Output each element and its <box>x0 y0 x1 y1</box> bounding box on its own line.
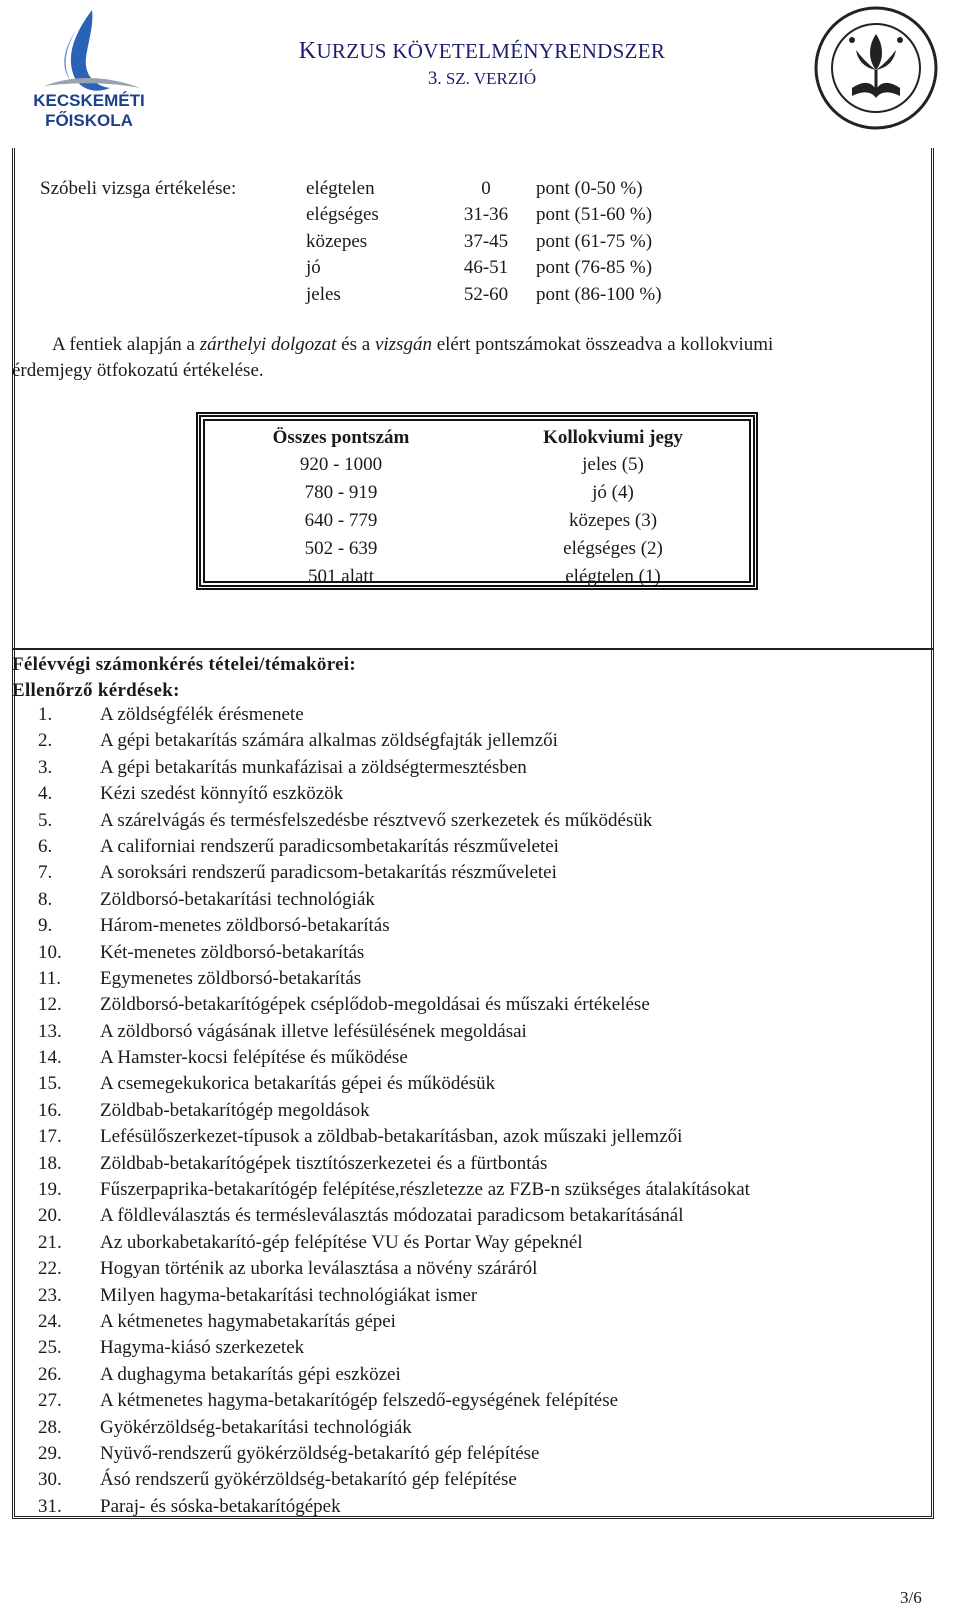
list-item <box>38 1019 918 1045</box>
list-item <box>38 1124 918 1150</box>
grade-name: jó <box>306 257 321 279</box>
table-cell-points: 501 alatt <box>308 566 374 587</box>
list-item-text: Zöldborsó-betakarítógépek cséplődob-megoldásai és műszaki értékelése <box>100 994 650 1016</box>
list-item-number: 9. <box>38 915 53 937</box>
list-item-text: A kétmenetes hagyma-betakarítógép felszedő-egységének felépítése <box>100 1390 619 1412</box>
list-item-text: Hagyma-kiásó szerkezetek <box>100 1337 305 1359</box>
list-item-text: Zöldbab-betakarítógép megoldások <box>100 1099 370 1121</box>
version-rest: . SZ. VERZIÓ <box>437 69 537 88</box>
list-item-text: Két-menetes zöldborsó-betakarítás <box>100 941 365 963</box>
list-item-number: 4. <box>38 783 53 805</box>
page-header <box>0 0 960 140</box>
list-item-number: 30. <box>38 1469 62 1491</box>
list-item-text: A soroksári rendszerű paradicsom-betakarítás részműveletei <box>100 862 557 884</box>
list-item-text: A zöldborsó vágásának illetve lefésülésének megoldásai <box>100 1020 527 1042</box>
list-item <box>38 1494 918 1520</box>
paragraph-line-2: érdemjegy ötfokozatú értékelése. <box>12 360 264 381</box>
list-item <box>38 781 918 807</box>
header-colloquium-grade: Kollokviumi jegy <box>543 427 683 448</box>
list-item-number: 27. <box>38 1390 62 1412</box>
list-item-number: 7. <box>38 862 53 884</box>
list-item-number: 13. <box>38 1020 62 1042</box>
list-item <box>38 1177 918 1203</box>
list-item <box>38 1071 918 1097</box>
list-item <box>38 1256 918 1282</box>
list-item-text: Paraj- és sóska-betakarítógépek <box>100 1495 341 1517</box>
list-item-text: Egymenetes zöldborsó-betakarítás <box>100 967 362 989</box>
list-item <box>38 1441 918 1467</box>
score-table <box>196 412 758 590</box>
list-item <box>38 887 918 913</box>
table-row <box>205 507 749 535</box>
list-item-number: 29. <box>38 1442 62 1464</box>
list-item <box>38 1362 918 1388</box>
table-cell-grade: elégtelen (1) <box>565 566 661 587</box>
topics-subheading: Ellenőrző kérdések: <box>12 680 180 701</box>
list-item-text: Gyökérzöldség-betakarítási technológiák <box>100 1416 412 1438</box>
topics-heading: Félévvégi számonkérés tételei/témakörei: <box>12 654 357 675</box>
oral-exam-label: Szóbeli vizsga értékelése: <box>40 178 237 199</box>
list-item-number: 8. <box>38 888 53 910</box>
table-cell-points: 780 - 919 <box>304 482 378 503</box>
list-item-number: 19. <box>38 1179 62 1201</box>
version-number: 3 <box>427 68 438 89</box>
list-item-text: A gépi betakarítás számára alkalmas zöldségfajták jellemzői <box>100 730 558 752</box>
table-cell-points: 920 - 1000 <box>299 454 383 475</box>
list-item-text: Milyen hagyma-betakarítási technológiákat ismer <box>100 1284 478 1306</box>
list-item-text: Zöldborsó-betakarítási technológiák <box>100 888 375 910</box>
list-item <box>38 755 918 781</box>
topics-heading-block <box>12 652 356 704</box>
list-item <box>38 1388 918 1414</box>
table-cell-grade: elégséges (2) <box>563 538 663 559</box>
list-item <box>38 1203 918 1229</box>
oral-exam-grading <box>40 176 740 308</box>
list-item-number: 26. <box>38 1363 62 1385</box>
grade-name: elégtelen <box>306 178 375 199</box>
grade-percent: pont (51-60 %) <box>536 204 653 226</box>
grade-points: 52-60 <box>463 283 509 305</box>
list-item-text: Kézi szedést könnyítő eszközök <box>100 783 344 805</box>
list-item-text: A földleválasztás és termésleválasztás módozatai paradicsom betakarításánál <box>100 1205 684 1227</box>
list-item-number: 31. <box>38 1495 62 1517</box>
table-row <box>205 479 749 507</box>
list-item-number: 11. <box>38 967 62 989</box>
list-item-number: 2. <box>38 730 53 752</box>
grade-row <box>40 176 740 202</box>
table-cell-points: 502 - 639 <box>304 538 378 559</box>
list-item-number: 22. <box>38 1258 62 1280</box>
paragraph-line-1: A fentiek alapján a zárthelyi dolgozat és a vizsgán elért pontszámokat összeadva a kollokviumi <box>52 334 774 355</box>
list-item <box>38 834 918 860</box>
list-item <box>38 940 918 966</box>
grade-name: elégséges <box>306 204 379 226</box>
list-item <box>38 1335 918 1361</box>
list-item-text: Az uborkabetakarító-gép felépítése VU és Portar Way gépeknél <box>100 1231 583 1253</box>
list-item <box>38 966 918 992</box>
list-item-number: 16. <box>38 1099 62 1121</box>
document-title <box>292 38 672 65</box>
list-item-number: 3. <box>38 756 53 778</box>
emphasis-exam: vizsgán <box>374 334 432 355</box>
topic-list <box>38 702 918 1520</box>
list-item <box>38 1415 918 1441</box>
list-item-number: 23. <box>38 1284 62 1306</box>
list-item-text: A dughagyma betakarítás gépi eszközei <box>100 1363 401 1385</box>
grade-percent: pont (86-100 %) <box>536 283 662 305</box>
grading-paragraph <box>12 332 928 384</box>
grade-row <box>40 255 740 281</box>
list-item-text: Nyüvő-rendszerű gyökérzöldség-betakarító gép felépítése <box>100 1442 540 1464</box>
list-item-number: 1. <box>38 704 53 725</box>
list-item-number: 10. <box>38 941 62 963</box>
horticulture-faculty-seal <box>812 4 940 132</box>
list-item <box>38 1151 918 1177</box>
list-item-text: A gépi betakarítás munkafázisai a zöldségtermesztésben <box>100 756 527 778</box>
list-item <box>38 992 918 1018</box>
title-rest: URZUS KÖVETELMÉNYRENDSZER <box>316 39 666 63</box>
grade-percent: pont (0-50 %) <box>536 178 643 199</box>
grade-row <box>40 202 740 228</box>
list-item <box>38 860 918 886</box>
list-item-number: 18. <box>38 1152 62 1174</box>
table-cell-grade: közepes (3) <box>568 510 658 531</box>
list-item-number: 14. <box>38 1047 62 1069</box>
grade-points: 31-36 <box>463 204 509 226</box>
list-item-number: 5. <box>38 809 53 831</box>
page-number: 3/6 <box>900 1588 922 1607</box>
grade-points: 0 <box>481 178 491 199</box>
section-divider <box>12 648 934 650</box>
grade-percent: pont (76-85 %) <box>536 257 653 279</box>
list-item <box>38 702 918 728</box>
table-cell-grade: jeles (5) <box>582 454 644 475</box>
list-item-number: 15. <box>38 1073 62 1095</box>
logo-text-line1: KECSKEMÉTI <box>33 91 145 110</box>
list-item <box>38 1098 918 1124</box>
title-initial: K <box>298 38 317 64</box>
grade-points: 46-51 <box>463 257 509 279</box>
table-header-row <box>205 421 749 451</box>
list-item-number: 6. <box>38 835 53 857</box>
list-item <box>38 913 918 939</box>
list-item-text: Három-menetes zöldborsó-betakarítás <box>100 915 390 937</box>
table-row <box>205 451 749 479</box>
list-item <box>38 1309 918 1335</box>
header-total-points: Összes pontszám <box>272 427 410 448</box>
document-version <box>292 68 672 90</box>
list-item-number: 25. <box>38 1337 62 1359</box>
list-item-text: Fűszerpaprika-betakarítógép felépítése,részletezze az FZB-n szükséges átalakításokat <box>100 1179 750 1201</box>
list-item-text: Hogyan történik az uborka leválasztása a növény száráról <box>100 1258 538 1280</box>
list-item-number: 24. <box>38 1310 62 1332</box>
list-item-text: A kétmenetes hagymabetakarítás gépei <box>100 1310 396 1332</box>
list-item-text: Lefésülőszerkezet-típusok a zöldbab-betakarításban, azok műszaki jellemzői <box>100 1126 683 1148</box>
list-item <box>38 1230 918 1256</box>
list-item-text: A szárelvágás és termésfelszedésbe résztvevő szerkezetek és működésük <box>100 809 653 831</box>
list-item <box>38 728 918 754</box>
list-item-number: 21. <box>38 1231 62 1253</box>
grade-row <box>40 282 740 308</box>
logo-text-line2: FŐISKOLA <box>45 111 133 130</box>
grade-name: jeles <box>306 283 341 305</box>
list-item-number: 28. <box>38 1416 62 1438</box>
table-cell-points: 640 - 779 <box>304 510 378 531</box>
grade-row <box>40 229 740 255</box>
list-item <box>38 1283 918 1309</box>
grade-percent: pont (61-75 %) <box>536 230 653 252</box>
table-cell-grade: jó (4) <box>592 482 634 503</box>
grade-points: 37-45 <box>463 230 509 252</box>
list-item-text: Zöldbab-betakarítógépek tisztítószerkezetei és a fürtbontás <box>100 1152 548 1174</box>
kecskemeti-foiskola-logo <box>14 4 164 132</box>
emphasis-midterm: zárthelyi dolgozat <box>199 334 337 355</box>
list-item-text: A zöldségfélék érésmenete <box>100 704 304 725</box>
list-item-number: 12. <box>38 994 62 1016</box>
list-item <box>38 1467 918 1493</box>
list-item <box>38 808 918 834</box>
grade-name: közepes <box>306 230 368 252</box>
table-row <box>205 535 749 563</box>
table-row <box>205 563 749 591</box>
list-item-number: 17. <box>38 1126 62 1148</box>
list-item-text: A csemegekukorica betakarítás gépei és működésük <box>100 1073 496 1095</box>
list-item-text: A californiai rendszerű paradicsombetakarítás részműveletei <box>100 835 559 857</box>
list-item-number: 20. <box>38 1205 62 1227</box>
list-item <box>38 1045 918 1071</box>
list-item-text: A Hamster-kocsi felépítése és működése <box>100 1047 408 1069</box>
list-item-text: Ásó rendszerű gyökérzöldség-betakarító gép felépítése <box>100 1469 517 1491</box>
